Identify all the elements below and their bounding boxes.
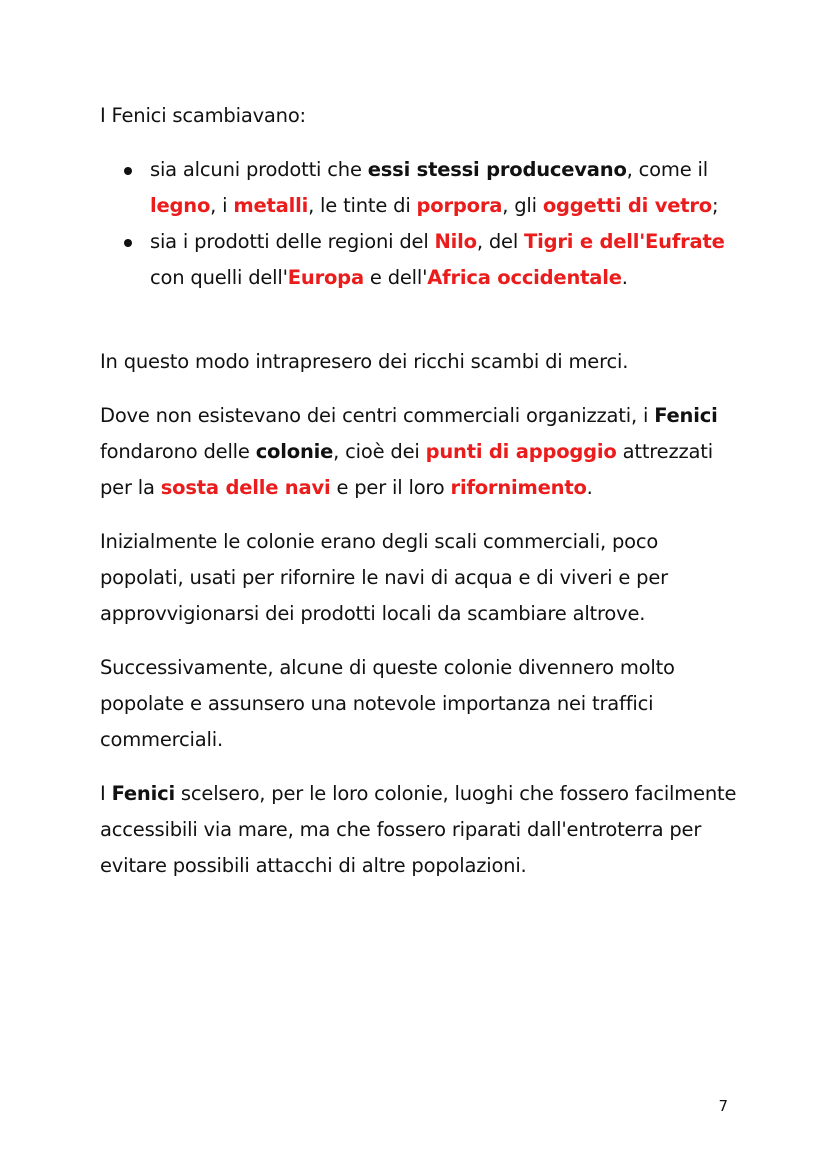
bullet-dot-icon: [124, 167, 132, 175]
highlight-text: sosta delle navi: [160, 476, 331, 499]
paragraph-trade: In questo modo intrapresero dei ricchi scambi di merci.: [100, 350, 629, 373]
bullet-item-1: sia alcuni prodotti che essi stessi producevano, come il legno, i metalli, le tinte di porpora, gli oggetti di vetro;: [150, 152, 740, 224]
page-number: 7: [718, 1097, 728, 1115]
paragraph-colonies: Dove non esistevano dei centri commerciali organizzati, i Fenici fondarono delle colonie, cioè dei punti di appoggio attrezzati per la sosta delle navi e per il loro rifornimento.: [100, 404, 718, 499]
emphasis-text: essi stessi producevano: [367, 158, 627, 181]
paragraph-locations: I Fenici scelsero, per le loro colonie, luoghi che fossero facilmente accessibili via mare, ma che fossero riparati dall'entroterra per evitare possibili attacchi di altre popolazioni.: [100, 782, 737, 877]
bullet-dot-icon: [124, 239, 132, 247]
highlight-text: rifornimento: [450, 476, 587, 499]
intro-text: I Fenici scambiavano:: [100, 104, 306, 127]
paragraph-later-colonies: Successivamente, alcune di queste colonie divennero molto popolate e assunsero una notevole importanza nei traffici commerciali.: [100, 656, 675, 751]
highlight-text: Europa: [287, 266, 364, 289]
highlight-text: porpora: [416, 194, 503, 217]
emphasis-text: Fenici: [654, 404, 718, 427]
paragraph-initial-colonies: Inizialmente le colonie erano degli scali commerciali, poco popolati, usati per rifornire le navi di acqua e di viveri e per approvvigionarsi dei prodotti locali da scambiare altrove.: [100, 530, 668, 625]
highlight-text: metalli: [233, 194, 309, 217]
highlight-text: Tigri e dell'Eufrate: [524, 230, 725, 253]
bullet-list: [100, 152, 740, 296]
highlight-text: punti di appoggio: [425, 440, 617, 463]
highlight-text: Nilo: [434, 230, 477, 253]
document-page: [100, 98, 740, 902]
bullet-item-2: sia i prodotti delle regioni del Nilo, del Tigri e dell'Eufrate con quelli dell'Europa e dell'Africa occidentale.: [150, 224, 740, 296]
highlight-text: legno: [150, 194, 211, 217]
emphasis-text: Fenici: [111, 782, 175, 805]
highlight-text: Africa occidentale: [427, 266, 622, 289]
highlight-text: oggetti di vetro: [542, 194, 713, 217]
emphasis-text: colonie: [255, 440, 334, 463]
